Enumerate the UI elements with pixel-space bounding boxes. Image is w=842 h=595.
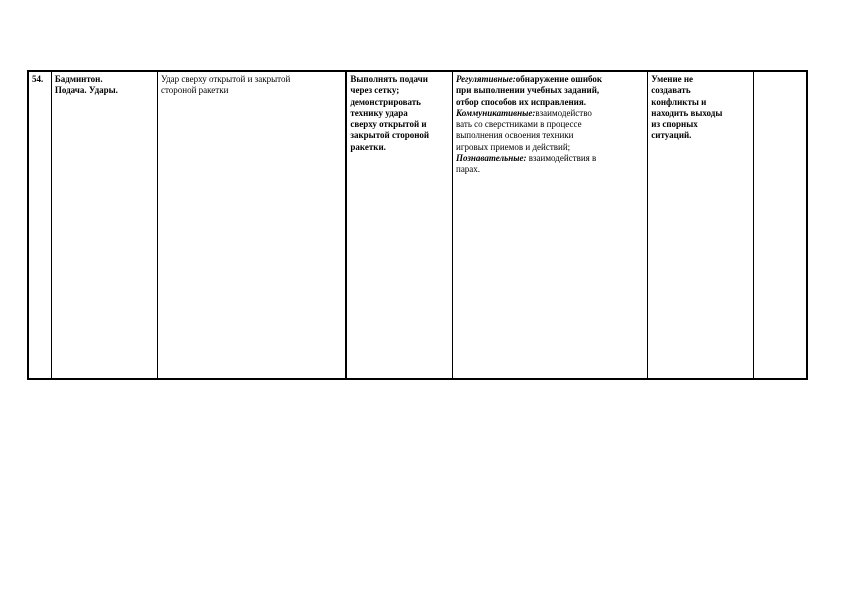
uud-line: взаимодейство [535,107,592,118]
uud-line: при выполнении учебных заданий, [456,85,600,96]
lesson-content-cell [157,71,346,379]
lesson-plan-table [27,70,808,380]
lesson-number: 54. [32,74,44,84]
uud-line: обнаружение ошибок [515,74,603,84]
content-line: стороной ракетки [160,85,229,96]
personal-line: создавать [651,85,691,96]
skills-line: закрытой стороной [350,130,430,141]
topic-cell [51,71,157,379]
uud-line: выполнения освоения техники [456,130,574,141]
uud-line: отбор способов их исправления. [456,96,586,107]
topic-line: Бадминтон. [54,74,103,84]
skills-cell [346,71,452,379]
content-line: Удар сверху открытой и закрытой [160,74,291,84]
skills-line: сверху открытой и [350,119,427,129]
uud-cell [453,71,648,379]
lesson-number-cell [28,71,51,379]
skills-line: технику удара [350,107,408,118]
skills-line: ракетки. [350,141,386,152]
extra-cell [754,71,807,379]
skills-line: через сетку; [350,85,400,96]
uud-line: вать со сверстниками в процессе [456,119,582,129]
regulatory-label: Регулятивные: [456,74,516,84]
personal-line: из спорных [651,119,698,129]
cognitive-label: Познавательные: [456,152,527,163]
skills-line: демонстрировать [350,96,421,107]
uud-line: парах. [456,164,481,174]
uud-line: взаимодействия в [526,152,597,163]
uud-line: игровых приемов и действий; [456,141,571,152]
skills-line: Выполнять подачи [350,74,428,84]
personal-results-cell [648,71,754,379]
table-row [28,71,807,379]
communicative-label: Коммуникативные: [456,107,536,118]
personal-line: находить выходы [651,107,723,118]
personal-line: ситуаций. [651,130,692,141]
topic-line: Подача. Удары. [54,85,118,96]
personal-line: Умение не [651,74,694,84]
personal-line: конфликты и [651,96,707,107]
